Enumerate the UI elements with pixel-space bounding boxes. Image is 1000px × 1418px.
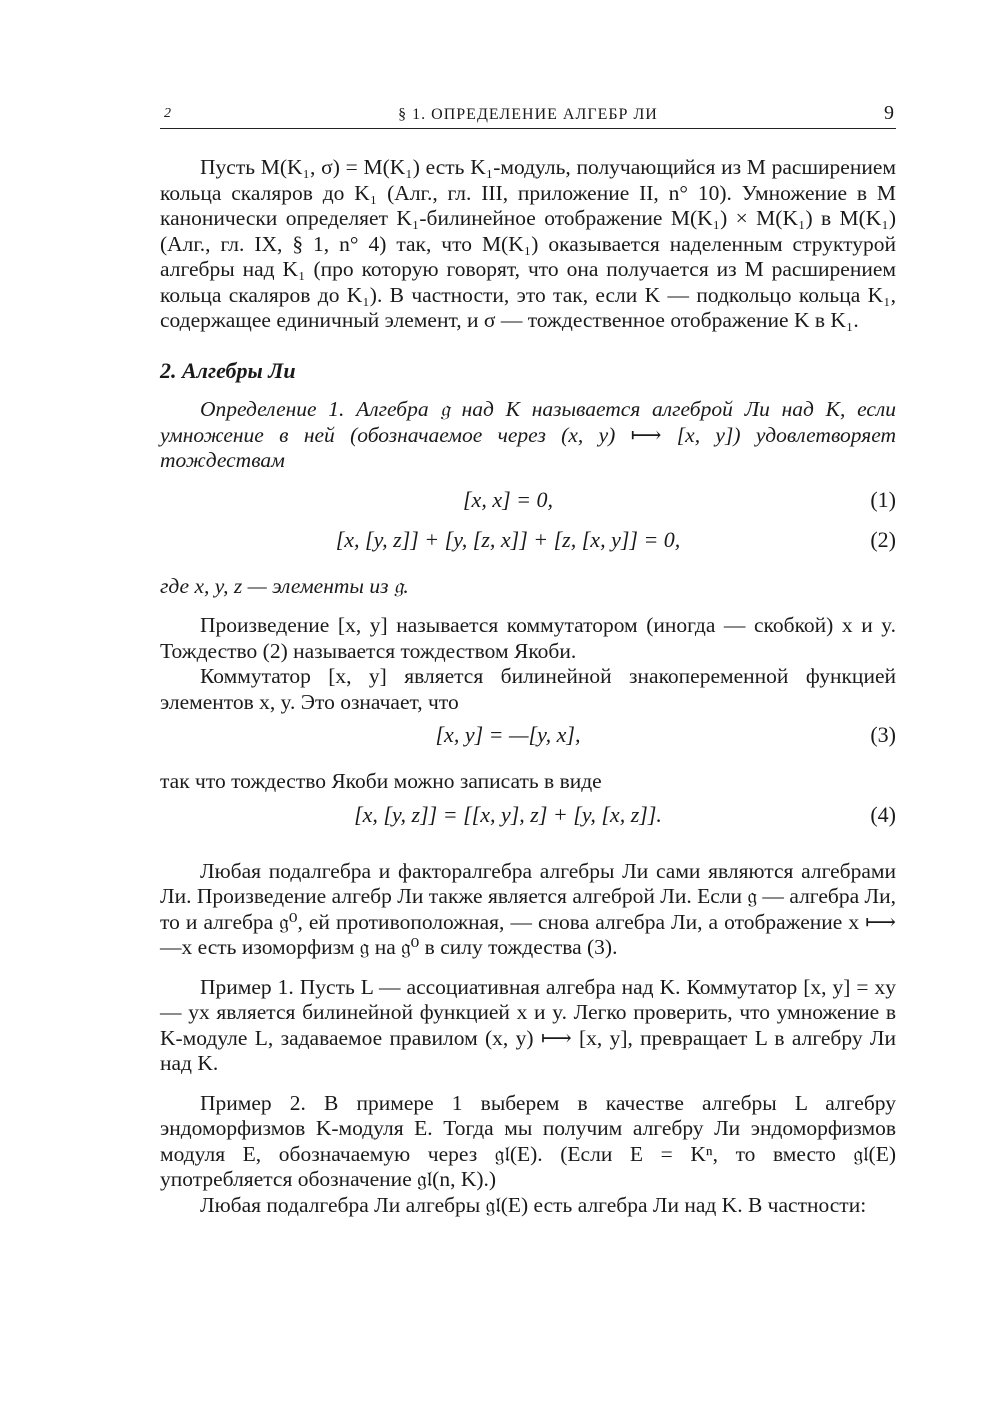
paragraph-extension-of-scalars: Пусть M(K₁, σ) = M(K₁) есть K₁-модуль, получающийся из M расширением кольца скаляров до K₁ (Алг., гл. III, приложение II, n° 10). Умножение в M канонически определяет K₁-билинейное отображение M(K₁) × M(K₁) в M(K₁) (Алг., гл. IX, § 1, n° 4) так, что M(K₁) оказывается наделенным структурой алгебры над K₁ (про которую говорят, что она получается из M расширением кольца скаляров до K₁). В частности, это так, если K — подкольцо кольца K₁, содержащее единичный элемент, и σ — тождественное отображение K в K₁. xyxy=(160,155,896,332)
page-number: 9 xyxy=(884,102,894,124)
paragraph-subalgebra: Любая подалгебра и факторалгебра алгебры Ли сами являются алгебрами Ли. Произведение алгебр Ли также является алгеброй Ли. Если 𝔤 — алгебра Ли, то и алгебра 𝔤⁰, ей противоположная, — снова алгебра Ли, а отображение x ⟼ —x есть изоморфизм 𝔤 на 𝔤⁰ в силу тождества (3). xyxy=(160,858,896,959)
book-page xyxy=(160,100,896,1218)
paragraph-jacobi-form: так что тождество Якоби можно записать в виде xyxy=(160,769,602,793)
equation-1 xyxy=(160,480,896,520)
where-clause: где x, y, z — элементы из 𝔤. xyxy=(160,573,409,598)
equation-2 xyxy=(160,520,896,560)
equation-formula: [x, x] = 0, xyxy=(463,486,553,512)
header-left-mark: 2 xyxy=(164,106,172,121)
equation-3 xyxy=(160,715,896,755)
example-1: Пример 1. Пусть L — ассоциативная алгебра над K. Коммутатор [x, y] = xy — yx является билинейной функцией x и y. Легко проверить, что умножение в K-модуле L, задаваемое правилом (x, y) ⟼ [x, y], превращает L в алгебру Ли над K. xyxy=(160,974,896,1075)
example-2: Пример 2. В примере 1 выберем в качестве алгебры L алгебру эндоморфизмов K-модуля E. Тогда мы получим алгебру Ли эндоморфизмов модуля E, обозначаемую через 𝔤𝔩(E). (Если E = Kⁿ, то вместо 𝔤𝔩(E) употребляется обозначение 𝔤𝔩(n, K).) xyxy=(160,1090,896,1191)
section-heading: 2. Алгебры Ли xyxy=(160,357,296,383)
equation-number: (1) xyxy=(870,486,896,512)
header-title: § 1. ОПРЕДЕЛЕНИЕ АЛГЕБР ЛИ xyxy=(398,106,658,123)
equation-formula: [x, [y, z]] = [[x, y], z] + [y, [x, z]]. xyxy=(354,801,662,827)
paragraph-commutator: Произведение [x, y] называется коммутатором (иногда — скобкой) x и y. Тождество (2) называется тождеством Якоби. xyxy=(160,613,896,663)
paragraph-bilinear: Коммутатор [x, y] является билинейной знакопеременной функцией элементов x, y. Это означает, что xyxy=(160,664,896,714)
page-body xyxy=(160,155,896,1218)
equation-number: (2) xyxy=(870,526,896,552)
paragraph-gl-subalgebra: Любая подалгебра Ли алгебры 𝔤𝔩(E) есть алгебра Ли над K. В частности: xyxy=(200,1192,867,1217)
equation-number: (4) xyxy=(870,801,896,827)
equation-number: (3) xyxy=(870,722,896,747)
equation-4 xyxy=(160,795,896,835)
equation-formula: [x, y] = —[y, x], xyxy=(435,722,581,747)
running-header xyxy=(160,100,896,129)
definition-1: Определение 1. Алгебра 𝔤 над K называется алгеброй Ли над K, если умножение в ней (обозначаемое через (x, y) ⟼ [x, y]) удовлетворяет тождествам xyxy=(160,397,896,472)
equation-formula: [x, [y, z]] + [y, [z, x]] + [z, [x, y]] = 0, xyxy=(335,526,681,552)
